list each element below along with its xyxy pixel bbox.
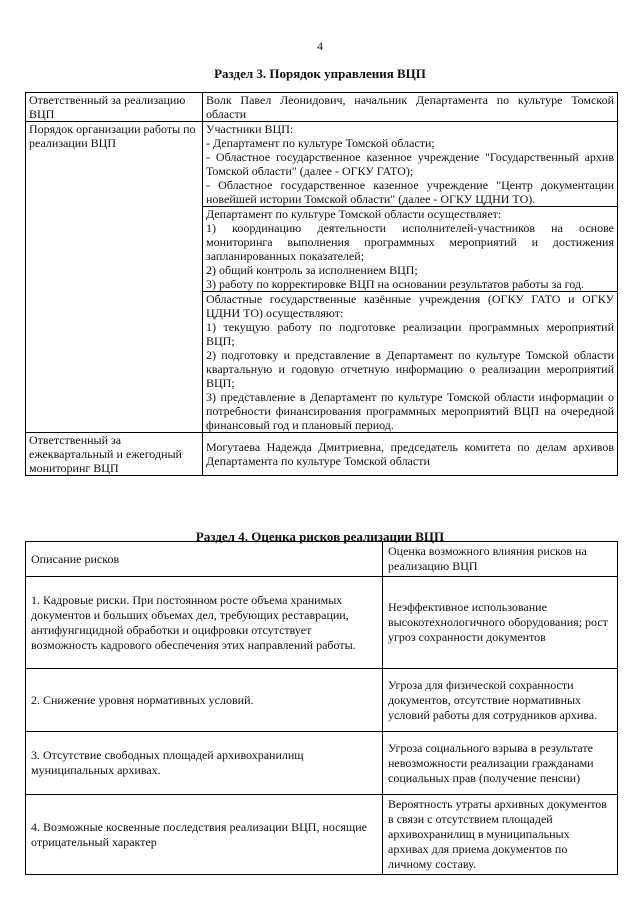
responsible-label: Ответственный за реализацию ВЦП xyxy=(26,93,203,122)
risk-header: Описание рисков xyxy=(26,542,383,577)
monitoring-label: Ответственный за ежеквартальный и ежегодный мониторинг ВЦП xyxy=(26,433,203,476)
section3-title: Раздел 3. Порядок управления ВЦП xyxy=(214,66,426,81)
section4-title: Раздел 4. Оценка рисков реализации ВЦП xyxy=(195,529,445,544)
department-line: Департамент по культуре Томской области осуществляет: xyxy=(206,207,502,221)
department-cell xyxy=(203,207,618,292)
institutions-cell xyxy=(203,292,618,433)
participants-cell xyxy=(203,122,618,207)
institutions-line: 1) текущую работу по подготовке реализации программных мероприятий ВЦП; xyxy=(206,320,614,348)
impact-header: Оценка возможного влияния рисков на реализацию ВЦП xyxy=(383,542,618,577)
table-row xyxy=(26,577,618,669)
participants-line: - Областное государственное казенное учреждение "Центр документации новейшей истории Томской области" (далее - ОГКУ ЦДНИ ТО). xyxy=(206,178,614,206)
impact-cell: Неэффективное использование высокотехнологичного оборудования; рост угроз сохранности документов xyxy=(383,577,618,669)
section4-table xyxy=(25,541,618,875)
department-line: 2) общий контроль за исполнением ВЦП; xyxy=(206,263,418,277)
participants-line: - Департамент по культуре Томской области; xyxy=(206,136,435,150)
table-header-row xyxy=(26,542,618,577)
table-row xyxy=(26,732,618,795)
institutions-line: 2) подготовку и представление в Департамент по культуре Томской области квартальную и годовую отчетную информацию о реализации мероприятий ВЦП; xyxy=(206,348,614,390)
risk-cell: 3. Отсутствие свободных площадей архивохранилищ муниципальных архивах. xyxy=(26,732,383,795)
table-row xyxy=(26,433,618,476)
impact-cell: Угроза социального взрыва в результате невозможности реализации гражданами социальных прав (получение пенсии) xyxy=(383,732,618,795)
risk-cell: 2. Снижение уровня нормативных условий. xyxy=(26,669,383,732)
section3-table xyxy=(25,92,618,476)
organization-label: Порядок организации работы по реализации ВЦП xyxy=(26,122,203,433)
participants-line: Участники ВЦП: xyxy=(206,122,294,136)
risk-cell: 1. Кадровые риски. При постоянном росте объема хранимых документов и больших объемах дел, требующих реставрации, антифунгицидной обработки и оцифровки отсутствует возможность кадрового обеспечения этих направлений работы. xyxy=(26,577,383,669)
department-line: 3) работу по корректировке ВЦП на основании результатов работы за год. xyxy=(206,277,585,291)
monitoring-value: Могутаева Надежда Дмитриевна, председатель комитета по делам архивов Департамента по культуре Томской области xyxy=(203,433,618,476)
department-line: 1) координацию деятельности исполнителей-участников на основе мониторинга выполнения программных мероприятий и достижения запланированных показателей; xyxy=(206,221,614,263)
page-number: 4 xyxy=(317,39,323,53)
table-row xyxy=(26,669,618,732)
participants-line: - Областное государственное казенное учреждение "Государственный архив Томской области" (далее - ОГКУ ГАТО); xyxy=(206,150,614,178)
institutions-line: 3) представление в Департамент по культуре Томской области информации о потребности финансирования программных мероприятий ВЦП на очередной финансовый год и плановый период. xyxy=(206,390,614,432)
table-row xyxy=(26,93,618,122)
table-row xyxy=(26,122,618,207)
impact-cell: Угроза для физической сохранности документов, отсутствие нормативных условий работы для сотрудников архива. xyxy=(383,669,618,732)
table-row xyxy=(26,795,618,875)
risk-cell: 4. Возможные косвенные последствия реализации ВЦП, носящие отрицательный характер xyxy=(26,795,383,875)
impact-cell: Вероятность утраты архивных документов в связи с отсутствием площадей архивохранилищ в муниципальных архивах для приема документов по личному составу. xyxy=(383,795,618,875)
institutions-line: Областные государственные казённые учреждения (ОГКУ ГАТО и ОГКУ ЦДНИ ТО) осуществляют: xyxy=(206,292,614,320)
responsible-value: Волк Павел Леонидович, начальник Департамента по культуре Томской области xyxy=(203,93,618,122)
